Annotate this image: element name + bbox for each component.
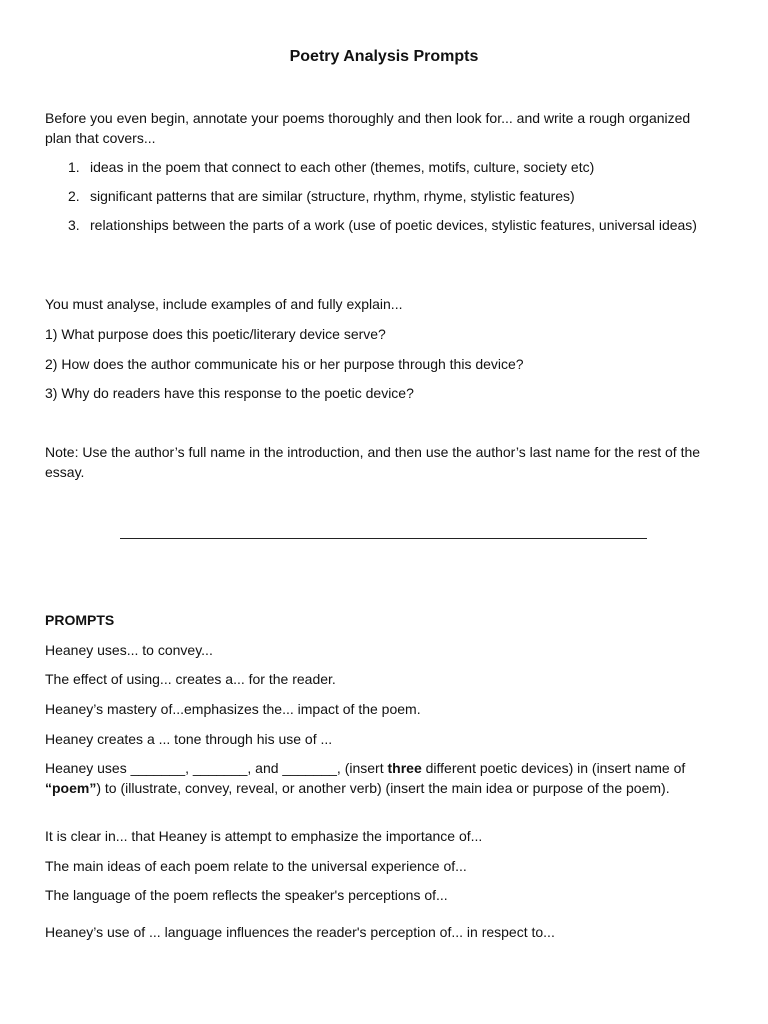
prompt-item: The main ideas of each poem relate to the universal experience of... (45, 858, 467, 874)
prompt-item: Heaney uses... to convey... (45, 642, 213, 658)
prompt-item: Heaney’s use of ... language influences the reader's perception of... in respect to... (45, 924, 555, 940)
prompt-item: Heaney creates a ... tone through his use of ... (45, 731, 333, 747)
plan-list-item (68, 215, 708, 235)
question-item: 1) What purpose does this poetic/literary device serve? (45, 326, 386, 342)
note-paragraph: Note: Use the author’s full name in the introduction, and then use the author’s last name for the rest of the essay. (45, 444, 701, 480)
question-item: 3) Why do readers have this response to the poetic device? (45, 385, 414, 401)
prompt-item: The language of the poem reflects the speaker's perceptions of... (45, 887, 448, 903)
prompt-bold-text: three (387, 760, 422, 776)
list-item-text: significant patterns that are similar (structure, rhythm, rhyme, stylistic features) (90, 188, 575, 204)
prompt-item: It is clear in... that Heaney is attempt to emphasize the importance of... (45, 828, 483, 844)
plan-list-item (68, 186, 708, 206)
prompt-item-long (45, 758, 715, 798)
page-title: Poetry Analysis Prompts (289, 48, 479, 65)
plan-list-item (68, 157, 708, 177)
prompt-text: ) to (illustrate, convey, reveal, or another verb) (insert the main idea or purpose of the poem). (96, 780, 670, 796)
list-number: 1. (68, 159, 80, 175)
prompt-item: Heaney’s mastery of...emphasizes the... impact of the poem. (45, 701, 421, 717)
intro-paragraph: Before you even begin, annotate your poems thoroughly and then look for... and write a rough organized plan that covers... (45, 110, 691, 146)
list-item-text: relationships between the parts of a work (use of poetic devices, stylistic features, universal ideas) (90, 217, 697, 233)
prompt-text: Heaney uses _______, _______, and _______, (insert (45, 760, 388, 776)
prompts-heading: PROMPTS (45, 612, 115, 628)
divider-line (120, 538, 647, 539)
list-number: 2. (68, 188, 80, 204)
prompt-bold-text: “poem” (45, 780, 97, 796)
question-item: 2) How does the author communicate his or her purpose through this device? (45, 356, 524, 372)
prompt-text: different poetic devices) in (insert name of (421, 760, 686, 776)
list-number: 3. (68, 217, 80, 233)
list-item-text: ideas in the poem that connect to each other (themes, motifs, culture, society etc) (90, 159, 595, 175)
analyse-intro: You must analyse, include examples of and fully explain... (45, 296, 403, 312)
prompt-item: The effect of using... creates a... for the reader. (45, 671, 336, 687)
